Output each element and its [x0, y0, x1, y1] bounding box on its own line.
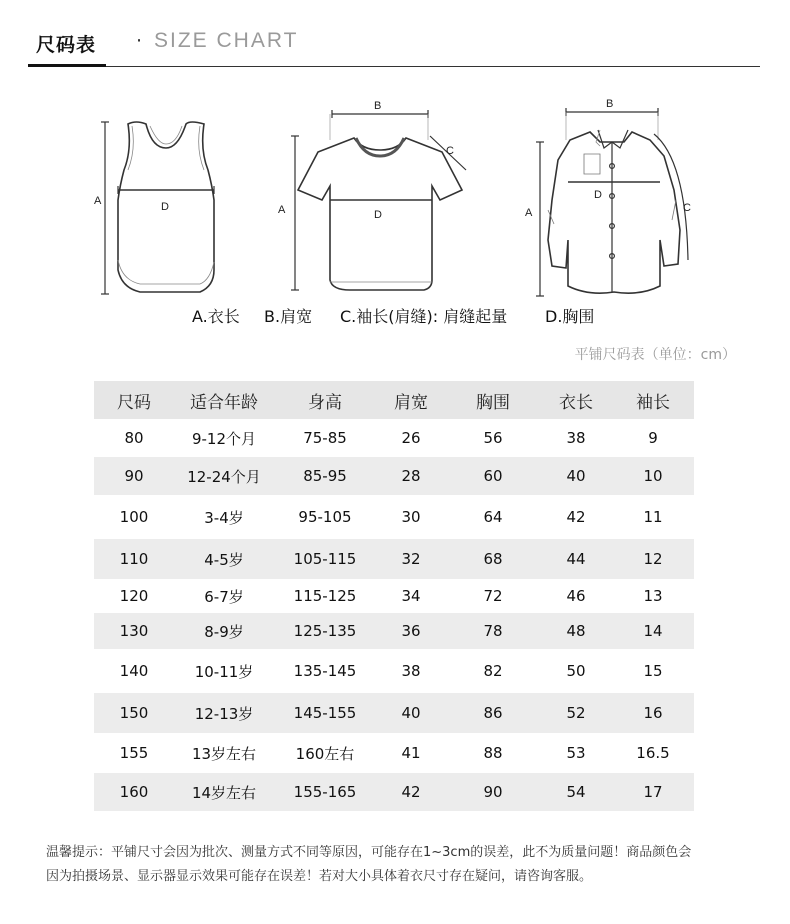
cell-age: 12-24个月 — [187, 467, 261, 486]
cell-age: 12-13岁 — [194, 704, 254, 723]
cell-chest: 60 — [483, 467, 503, 485]
cell-height: 155-165 — [293, 783, 357, 801]
cell-length: 50 — [566, 662, 586, 680]
cell-height: 95-105 — [298, 508, 352, 526]
footer-line-2: 因为拍摄场景、显示器显示效果可能存在误差！若对大小具体着衣尺寸存在疑问，请咨询客服。 — [46, 869, 593, 884]
cell-age: 13岁左右 — [191, 744, 257, 763]
tshirt-label-b: B — [374, 100, 382, 112]
cell-length: 38 — [566, 429, 586, 447]
cell-length: 46 — [566, 587, 586, 605]
table-body — [94, 419, 694, 811]
footer-line-1: 温馨提示：平铺尺寸会因为批次、测量方式不同等原因，可能存在1~3cm的误差，此不为质量问题！商品颜色会 — [46, 845, 692, 860]
cell-shoulder: 32 — [401, 550, 421, 568]
cell-height: 160左右 — [295, 744, 355, 763]
column-header-chest: 胸围 — [476, 392, 510, 413]
table-row — [94, 733, 694, 773]
cell-shoulder: 26 — [401, 429, 421, 447]
legend-length: A.衣长 — [192, 307, 240, 326]
cell-shoulder: 34 — [401, 587, 421, 605]
column-header-height: 身高 — [308, 392, 342, 413]
cell-size: 140 — [119, 662, 149, 680]
tshirt-illustration — [291, 110, 466, 290]
shirt-illustration — [536, 108, 688, 296]
cell-shoulder: 40 — [401, 704, 421, 722]
cell-length: 52 — [566, 704, 586, 722]
cell-length: 40 — [566, 467, 586, 485]
cell-age: 6-7岁 — [204, 587, 244, 606]
cell-size: 150 — [119, 704, 149, 722]
shirt-label-b: B — [606, 98, 614, 110]
cell-height: 135-145 — [293, 662, 357, 680]
header-separator: · — [136, 30, 143, 52]
cell-length: 42 — [566, 508, 586, 526]
unit-note: 平铺尺码表（单位：cm） — [574, 347, 736, 363]
table-row — [94, 539, 694, 579]
table-row — [94, 457, 694, 495]
cell-size: 90 — [124, 467, 144, 485]
tank-label-a: A — [94, 195, 102, 207]
measurement-diagrams — [0, 90, 790, 305]
cell-sleeve: 17 — [643, 783, 663, 801]
cell-size: 160 — [119, 783, 149, 801]
table-row — [94, 693, 694, 733]
cell-sleeve: 13 — [643, 587, 663, 605]
tank-label-d: D — [161, 201, 169, 213]
cell-shoulder: 36 — [401, 622, 421, 640]
cell-sleeve: 16 — [643, 704, 663, 722]
cell-height: 85-95 — [303, 467, 347, 485]
table-row — [94, 579, 694, 613]
table-row — [94, 773, 694, 811]
cell-sleeve: 15 — [643, 662, 663, 680]
cell-height: 75-85 — [303, 429, 347, 447]
cell-age: 3-4岁 — [204, 508, 244, 527]
shirt-label-a: A — [525, 207, 533, 219]
garment-illustrations — [0, 90, 790, 305]
cell-chest: 68 — [483, 550, 503, 568]
column-header-sleeve: 袖长 — [636, 392, 670, 413]
shirt-label-d: D — [594, 189, 602, 201]
size-chart-header — [28, 26, 760, 68]
footer-note — [46, 841, 756, 889]
cell-length: 48 — [566, 622, 586, 640]
cell-chest: 82 — [483, 662, 503, 680]
cell-size: 100 — [119, 508, 149, 526]
cell-sleeve: 9 — [648, 429, 658, 447]
column-header-length: 衣长 — [559, 392, 593, 413]
tshirt-label-a: A — [278, 204, 286, 216]
tank-top-illustration — [101, 122, 214, 294]
table-header-row — [94, 381, 694, 419]
cell-length: 54 — [566, 783, 586, 801]
legend-shoulder: B.肩宽 — [264, 307, 313, 326]
cell-chest: 90 — [483, 783, 503, 801]
cell-chest: 56 — [483, 429, 503, 447]
cell-shoulder: 42 — [401, 783, 421, 801]
cell-sleeve: 16.5 — [636, 744, 670, 762]
cell-chest: 78 — [483, 622, 503, 640]
cell-chest: 88 — [483, 744, 503, 762]
shirt-label-c: C — [683, 202, 691, 214]
measurement-legend — [0, 304, 790, 328]
column-header-age: 适合年龄 — [190, 392, 258, 413]
header-subtitle: SIZE CHART — [154, 29, 299, 52]
cell-chest: 86 — [483, 704, 503, 722]
cell-size: 130 — [119, 622, 149, 640]
table-row — [94, 419, 694, 457]
cell-length: 44 — [566, 550, 586, 568]
column-header-size: 尺码 — [117, 392, 151, 413]
cell-size: 155 — [119, 744, 149, 762]
size-table — [94, 381, 694, 811]
cell-sleeve: 11 — [643, 508, 663, 526]
cell-age: 9-12个月 — [191, 429, 257, 448]
cell-height: 125-135 — [293, 622, 357, 640]
cell-size: 120 — [119, 587, 149, 605]
legend-chest: D.胸围 — [545, 307, 595, 326]
cell-shoulder: 41 — [401, 744, 421, 762]
cell-shoulder: 28 — [401, 467, 421, 485]
header-divider — [28, 66, 760, 67]
column-header-shoulder: 肩宽 — [394, 392, 428, 413]
tshirt-label-c: C — [446, 145, 454, 157]
cell-age: 4-5岁 — [204, 550, 244, 569]
table-row — [94, 613, 694, 649]
header-title: 尺码表 — [36, 34, 97, 56]
header-accent-underline — [28, 64, 106, 67]
cell-chest: 72 — [483, 587, 503, 605]
cell-age: 10-11岁 — [194, 662, 254, 681]
cell-size: 80 — [124, 429, 144, 447]
cell-sleeve: 12 — [643, 550, 663, 568]
tshirt-label-d: D — [374, 209, 382, 221]
cell-shoulder: 38 — [401, 662, 421, 680]
cell-height: 105-115 — [293, 550, 357, 568]
cell-size: 110 — [119, 550, 149, 568]
cell-shoulder: 30 — [401, 508, 421, 526]
cell-sleeve: 10 — [643, 467, 663, 485]
cell-chest: 64 — [483, 508, 503, 526]
cell-height: 115-125 — [293, 587, 357, 605]
table-row — [94, 495, 694, 539]
cell-age: 14岁左右 — [191, 783, 257, 802]
cell-height: 145-155 — [293, 704, 357, 722]
legend-sleeve: C.袖长(肩缝): 肩缝起量 — [340, 307, 508, 326]
cell-length: 53 — [566, 744, 586, 762]
cell-age: 8-9岁 — [204, 622, 244, 641]
cell-sleeve: 14 — [643, 622, 663, 640]
table-row — [94, 649, 694, 693]
